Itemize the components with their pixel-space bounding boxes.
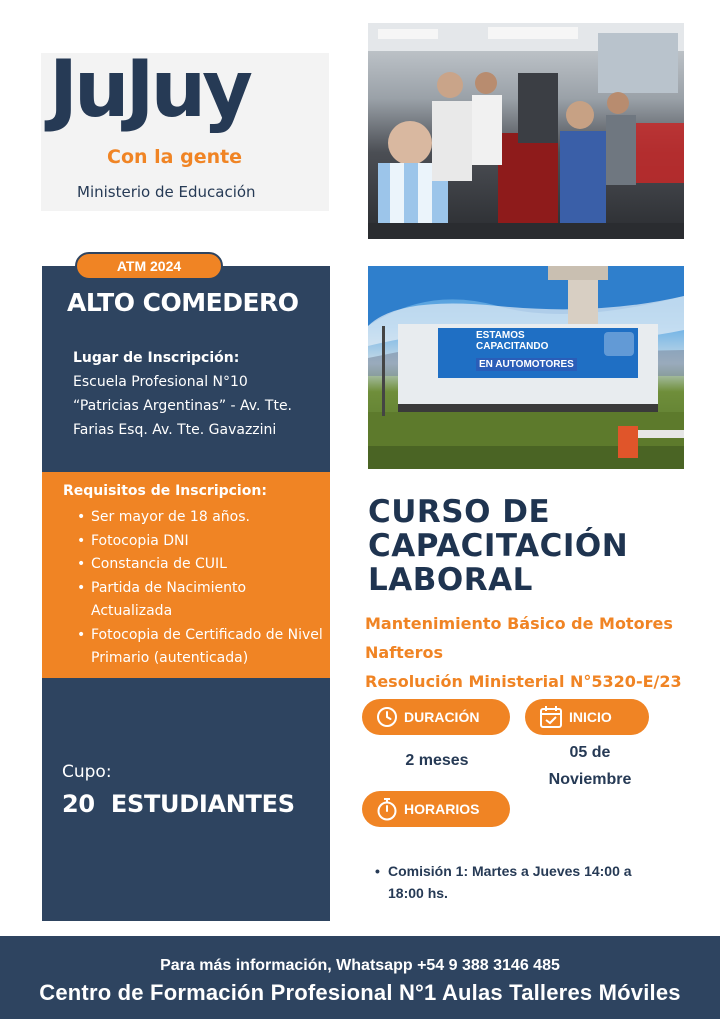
cupo-label: Cupo: [62, 762, 112, 782]
trailer-sign-line: EN AUTOMOTORES [476, 358, 577, 371]
duracion-label: DURACIÓN [404, 709, 480, 725]
list-item: • Partida de Nacimiento Actualizada [77, 577, 327, 624]
cupo-value: 20 ESTUDIANTES [62, 790, 295, 818]
schedule-text: Comisión 1: Martes a Jueves 14:00 a 18:00 hs. [388, 863, 632, 901]
course-title-line: CURSO DE [368, 494, 551, 530]
inicio-value [525, 739, 655, 793]
requisitos-title: Requisitos de Inscripcion: [63, 483, 267, 499]
footer [0, 936, 720, 1019]
location-title: ALTO COMEDERO [67, 288, 299, 317]
atm-badge: ATM 2024 [75, 252, 223, 280]
horarios-pill [362, 791, 510, 827]
requisitos-list [77, 506, 327, 671]
inscripcion-label: Lugar de Inscripción: [73, 350, 240, 366]
schedule-item [375, 860, 655, 904]
logo-ministry: Ministerio de Educación [77, 183, 256, 201]
inicio-value-line: Noviembre [548, 771, 632, 788]
course-name-line: Mantenimiento Básico de Motores [365, 614, 673, 633]
list-item: • Fotocopia de Certificado de Nivel Primario (autenticada) [77, 624, 327, 671]
footer-contact: Para más información, Whatsapp +54 9 388 3146 485 [160, 957, 560, 974]
workshop-photo [368, 23, 684, 239]
footer-center-name: Centro de Formación Profesional N°1 Aulas Talleres Móviles [39, 980, 681, 1005]
bullet: • [375, 863, 380, 879]
logo-card [41, 45, 329, 211]
trailer-photo [368, 266, 684, 469]
course-title-line: CAPACITACIÓN [368, 528, 629, 564]
inicio-pill [525, 699, 649, 735]
inicio-value-line: 05 de [569, 744, 611, 761]
horarios-label: HORARIOS [404, 801, 480, 817]
logo-jujuy: JuJuy [49, 45, 249, 135]
list-item: • Fotocopia DNI [77, 530, 327, 554]
inscripcion-line: Escuela Profesional N°10 [73, 374, 248, 390]
logo-tagline: Con la gente [107, 146, 243, 168]
inscripcion-line: Farias Esq. Av. Tte. Gavazzini [73, 422, 277, 438]
trailer-sign-line: ESTAMOS [476, 330, 525, 341]
trailer-sign-line: CAPACITANDO [476, 341, 549, 352]
calendar-check-icon [539, 705, 563, 729]
course-title-line: LABORAL [368, 562, 533, 598]
course-name-line: Nafteros [365, 643, 444, 662]
duracion-pill [362, 699, 510, 735]
stopwatch-icon [376, 797, 398, 821]
workshop-illustration [368, 23, 684, 239]
list-item: • Constancia de CUIL [77, 553, 327, 577]
inscripcion-line: “Patricias Argentinas” - Av. Tte. [73, 398, 293, 414]
duracion-value: 2 meses [405, 752, 469, 769]
course-name [365, 609, 715, 696]
course-title [368, 495, 713, 597]
list-item: • Ser mayor de 18 años. [77, 506, 327, 530]
clock-icon [376, 706, 398, 728]
inicio-label: INICIO [569, 709, 612, 725]
course-name-line: Resolución Ministerial N°5320-E/23 [365, 672, 682, 691]
trailer-sign [476, 330, 616, 371]
